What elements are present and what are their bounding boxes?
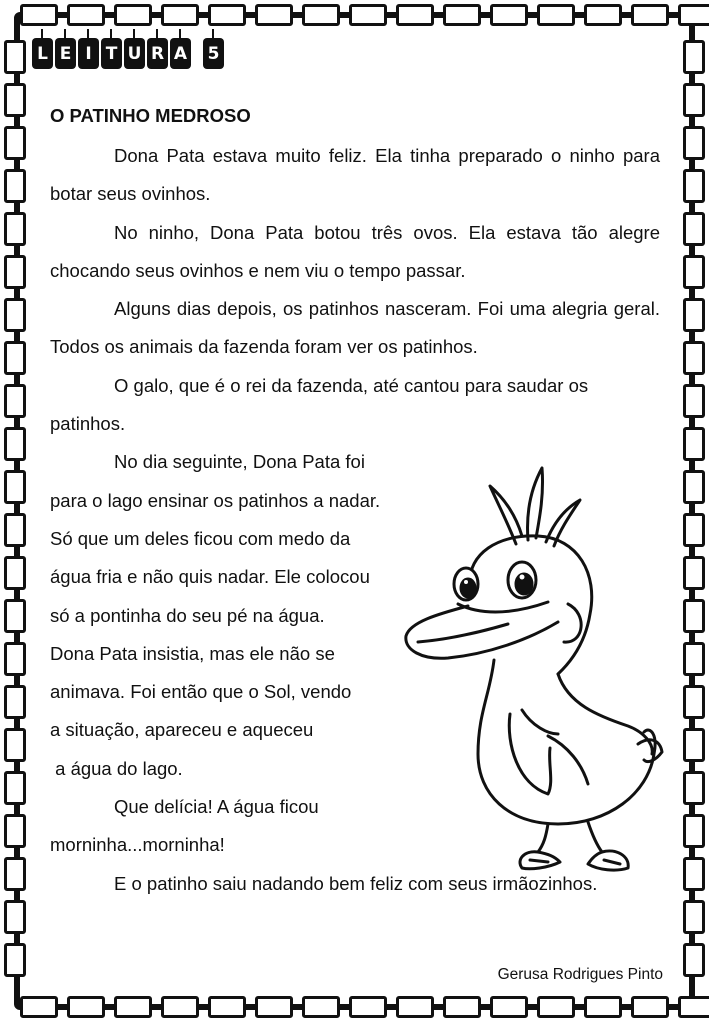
paragraph: Alguns dias depois, os patinhos nasceram. Foi uma alegria geral. Todos os animais da fazenda foram ver os patinhos.	[50, 298, 660, 358]
border-tile	[683, 298, 705, 332]
border-tile	[683, 771, 705, 805]
border-tile	[443, 996, 481, 1018]
text-line: No dia seguinte, Dona Pata foi	[114, 451, 365, 473]
border-tile	[4, 771, 26, 805]
border-tile	[683, 599, 705, 633]
border-tile	[683, 642, 705, 676]
border-tile	[683, 513, 705, 547]
border-tile	[20, 4, 58, 26]
border-tile	[683, 384, 705, 418]
border-tile	[683, 341, 705, 375]
border-tile	[683, 556, 705, 590]
badge-letter: U	[124, 38, 145, 69]
border-tile	[4, 943, 26, 977]
badge-letter: I	[78, 38, 99, 69]
border-tile	[4, 642, 26, 676]
text-line: morninha...morninha!	[50, 834, 225, 856]
border-tile	[4, 212, 26, 246]
text-line: a situação, apareceu e aqueceu	[50, 719, 314, 741]
border-tile	[683, 470, 705, 504]
border-tile	[4, 814, 26, 848]
border-tile	[4, 298, 26, 332]
paragraph	[50, 788, 430, 865]
border-tile	[396, 996, 434, 1018]
paragraph: Dona Pata estava muito feliz. Ela tinha preparado o ninho para botar seus ovinhos.	[50, 145, 660, 205]
badge-number: 5	[203, 38, 224, 69]
border-tile	[349, 4, 387, 26]
border-tile	[683, 728, 705, 762]
paragraph: No ninho, Dona Pata botou três ovos. Ela estava tão alegre chocando seus ovinhos e nem viu o tempo passar.	[50, 221, 660, 281]
border-tile	[683, 212, 705, 246]
paragraph: O galo, que é o rei da fazenda, até cantou para saudar os patinhos.	[50, 374, 589, 435]
text-line: Dona Pata insistia, mas ele não se	[50, 642, 335, 664]
border-tile	[4, 384, 26, 418]
border-tile	[114, 4, 152, 26]
border-tile	[20, 996, 58, 1018]
border-tile	[4, 40, 26, 74]
story-title: O PATINHO MEDROSO	[50, 105, 251, 126]
badge-letter: A	[170, 38, 191, 69]
border-tile	[208, 4, 246, 26]
border-tile	[4, 470, 26, 504]
border-tile	[4, 169, 26, 203]
border-tile	[302, 996, 340, 1018]
border-tile	[683, 943, 705, 977]
border-tile	[631, 996, 669, 1018]
border-tile	[683, 900, 705, 934]
border-tile	[349, 996, 387, 1018]
border-tile	[4, 255, 26, 289]
border-tile	[4, 599, 26, 633]
border-tile	[683, 255, 705, 289]
border-tile	[67, 4, 105, 26]
border-tile	[683, 40, 705, 74]
border-tile	[67, 996, 105, 1018]
badge-letter: E	[55, 38, 76, 69]
border-tile	[683, 126, 705, 160]
border-tile	[584, 996, 622, 1018]
reading-badge	[32, 38, 224, 69]
border-tile	[584, 4, 622, 26]
paragraph: E o patinho saiu nadando bem feliz com seus irmãozinhos.	[114, 872, 598, 894]
author-credit: Gerusa Rodrigues Pinto	[497, 966, 663, 983]
border-tile	[161, 996, 199, 1018]
border-tile	[4, 728, 26, 762]
border-tile	[683, 857, 705, 891]
border-tile	[302, 4, 340, 26]
border-tile	[490, 996, 528, 1018]
border-tile	[161, 4, 199, 26]
text-line: Que delícia! A água ficou	[114, 796, 319, 818]
text-line: Só que um deles ficou com medo da	[50, 527, 351, 549]
border-tile	[208, 996, 246, 1018]
border-tile	[678, 996, 709, 1018]
border-tile	[4, 556, 26, 590]
border-tile	[683, 169, 705, 203]
text-line: só a pontinha do seu pé na água.	[50, 604, 325, 626]
paragraph	[50, 443, 430, 788]
border-tile	[4, 83, 26, 117]
border-tile	[4, 341, 26, 375]
border-tile	[255, 4, 293, 26]
border-tile	[4, 513, 26, 547]
border-tile	[683, 685, 705, 719]
text-line: a água do lago.	[50, 757, 183, 779]
border-tile	[683, 427, 705, 461]
border-tile	[443, 4, 481, 26]
border-tile	[537, 996, 575, 1018]
border-tile	[683, 814, 705, 848]
duckling-icon	[398, 464, 666, 874]
border-tile	[4, 427, 26, 461]
border-tile	[537, 4, 575, 26]
border-tile	[4, 857, 26, 891]
border-tile	[631, 4, 669, 26]
text-line: animava. Foi então que o Sol, vendo	[50, 681, 352, 703]
border-tile	[255, 996, 293, 1018]
border-tile	[4, 900, 26, 934]
badge-letter: L	[32, 38, 53, 69]
border-tile	[4, 685, 26, 719]
badge-letter: R	[147, 38, 168, 69]
text-line: água fria e não quis nadar. Ele colocou	[50, 566, 370, 588]
text-line: para o lago ensinar os patinhos a nadar.	[50, 489, 381, 511]
border-tile	[4, 126, 26, 160]
border-tile	[396, 4, 434, 26]
border-tile	[114, 996, 152, 1018]
border-tile	[490, 4, 528, 26]
border-tile	[678, 4, 709, 26]
badge-letter: T	[101, 38, 122, 69]
border-tile	[683, 83, 705, 117]
